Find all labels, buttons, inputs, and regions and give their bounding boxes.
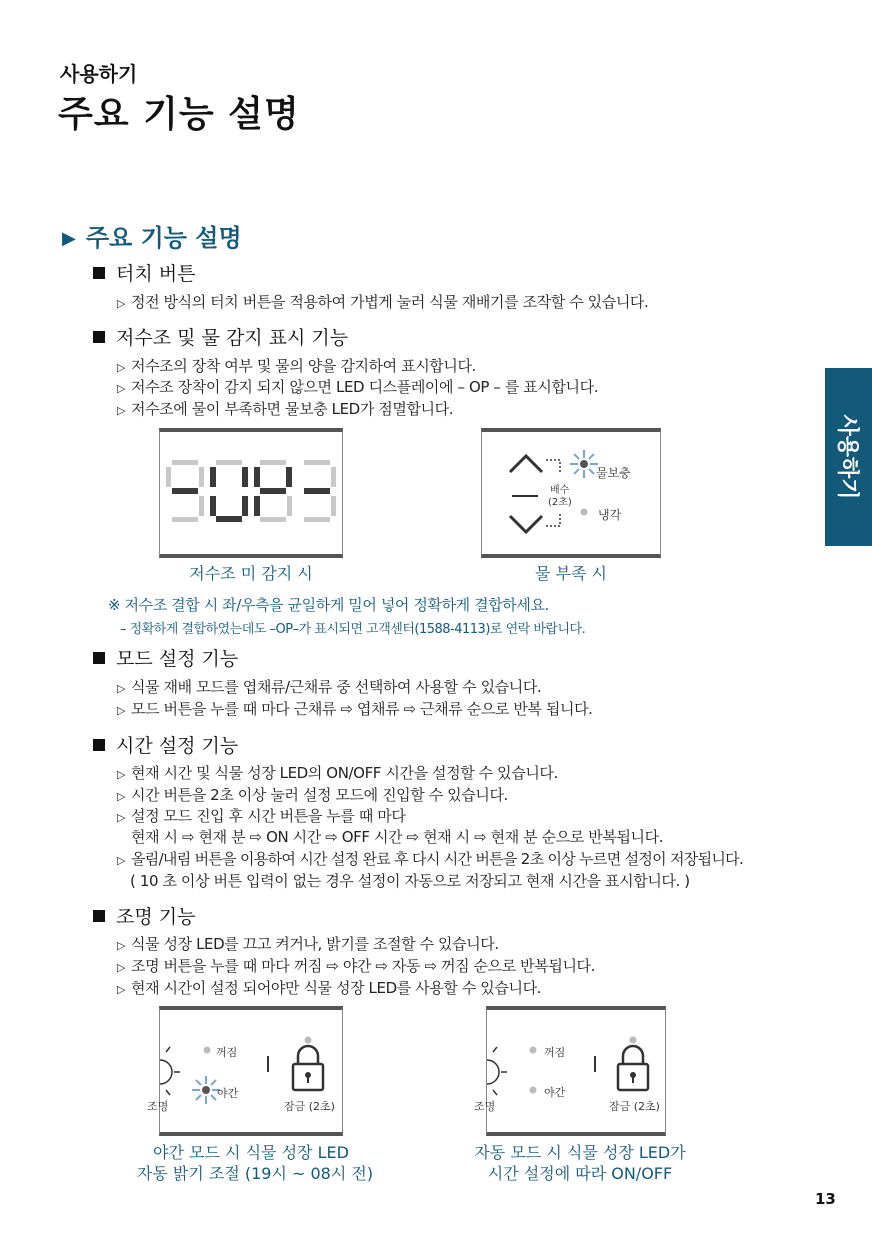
list-item-text: 저수조의 장착 여부 및 물의 양을 감지하여 표시합니다.	[131, 357, 476, 375]
section-title-text: 모드 설정 기능	[116, 648, 239, 670]
arrow-icon: ▷	[117, 961, 126, 974]
figure-caption-night-2: 자동 밝기 조절 (19시 ~ 08시 전)	[136, 1164, 374, 1183]
triangle-icon: ▶	[62, 228, 76, 249]
section-title-touch	[93, 259, 195, 286]
list-item-text: 식물 재배 모드를 엽채류/근채류 중 선택하여 사용할 수 있습니다.	[131, 678, 542, 696]
drain-sub-label: (2초)	[548, 497, 572, 508]
list-item	[117, 848, 743, 869]
list-item-text: 시간 버튼을 2초 이상 눌러 설정 모드에 진입할 수 있습니다.	[131, 786, 508, 804]
square-bullet-icon	[93, 910, 105, 922]
figure-caption-auto-1: 자동 모드 시 식물 성장 LED가	[474, 1143, 686, 1162]
list-item-text: 올림/내림 버튼을 이용하여 시간 설정 완료 후 다시 시간 버튼을 2초 이상 누르면 설정이 저장됩니다.	[131, 850, 744, 868]
night-label: 야간	[217, 1087, 239, 1100]
drain-label: 배수	[550, 485, 570, 496]
arrow-icon: ▷	[117, 297, 126, 310]
square-bullet-icon	[93, 739, 105, 751]
arrow-icon: ▷	[117, 854, 125, 867]
list-item	[117, 376, 598, 397]
op-display-panel	[159, 428, 343, 558]
lock-icon	[293, 1046, 323, 1090]
night-mode-panel	[147, 1006, 343, 1136]
note-sub: – 정확하게 결합하였는데도 –OP–가 표시되면 고객센터(1588-4113)로 연락 바랍니다.	[120, 622, 586, 637]
arrow-icon: ▷	[117, 361, 126, 374]
list-item	[117, 762, 558, 783]
side-tab-label: 사용하기	[834, 414, 859, 500]
light-label: 조명	[147, 1100, 169, 1113]
main-heading-text: 주요 기능 설명	[85, 224, 242, 252]
note-main: ※ 저수조 결합 시 좌/우측을 균일하게 밀어 넣어 정확하게 결합하세요.	[108, 596, 549, 614]
page-title: 주요 기능 설명	[58, 94, 300, 135]
section-label: 사용하기	[60, 62, 138, 86]
arrow-icon: ▷	[117, 811, 126, 824]
list-item	[117, 355, 476, 376]
off-label: 꺼짐	[216, 1046, 238, 1059]
list-item	[117, 977, 541, 998]
section-title-text: 시간 설정 기능	[116, 735, 239, 757]
auto-mode-panel	[474, 1006, 666, 1136]
square-bullet-icon	[93, 267, 105, 279]
refill-label: 물보충	[596, 466, 631, 480]
list-item-text: 조명 버튼을 누를 때 마다 꺼짐 ⇨ 야간 ⇨ 자동 ⇨ 꺼짐 순으로 반복됩니다.	[131, 957, 596, 975]
list-item	[117, 955, 595, 976]
list-item-text: 저수조 장착이 감지 되지 않으면 LED 디스플레이에 – OP – 를 표시합니다.	[131, 378, 599, 396]
list-item	[117, 291, 648, 312]
list-item-text: 저수조에 물이 부족하면 물보충 LED가 점멸합니다.	[131, 400, 454, 418]
list-item-continued: ( 10 초 이상 버튼 입력이 없는 경우 설정이 자동으로 저장되고 현재 시간을 표시합니다. )	[130, 872, 690, 890]
list-item	[117, 805, 405, 826]
cool-label: 냉각	[598, 508, 622, 522]
lock-label: 잠금 (2초)	[609, 1100, 660, 1113]
list-item-text: 현재 시간이 설정 되어야만 식물 성장 LED를 사용할 수 있습니다.	[131, 979, 542, 997]
figure-caption-auto-2: 시간 설정에 따라 ON/OFF	[487, 1164, 673, 1183]
seven-segment-op-display	[160, 432, 342, 554]
arrow-icon: ▷	[117, 790, 126, 803]
arrow-icon: ▷	[117, 983, 126, 996]
list-item	[117, 784, 508, 805]
section-title-time	[93, 731, 238, 758]
off-label: 꺼짐	[544, 1046, 566, 1059]
section-title-text: 터치 버튼	[116, 263, 196, 285]
figure-caption-no-tank: 저수조 미 감지 시	[189, 564, 313, 583]
list-item	[117, 398, 453, 419]
arrow-icon: ▷	[117, 704, 126, 717]
list-item	[117, 698, 593, 719]
low-water-panel	[481, 428, 661, 558]
arrow-icon: ▷	[117, 404, 126, 417]
list-item-text: 정전 방식의 터치 버튼을 적용하여 가볍게 눌러 식물 재배기를 조작할 수 있습니다.	[131, 293, 649, 311]
arrow-icon: ▷	[117, 382, 126, 395]
square-bullet-icon	[93, 652, 105, 664]
list-item-text: 식물 성장 LED를 끄고 켜거나, 밝기를 조절할 수 있습니다.	[131, 935, 499, 953]
section-title-mode	[93, 644, 238, 671]
section-title-light	[93, 902, 195, 929]
arrow-icon: ▷	[117, 768, 126, 781]
list-item	[117, 676, 541, 697]
light-label: 조명	[474, 1100, 496, 1113]
list-item-text: 설정 모드 진입 후 시간 버튼을 누를 때 마다	[131, 807, 406, 825]
lock-label: 잠금 (2초)	[284, 1100, 335, 1113]
figure-caption-night-1: 야간 모드 시 식물 성장 LED	[153, 1143, 349, 1162]
square-bullet-icon	[93, 331, 105, 343]
list-item	[117, 933, 499, 954]
section-title-text: 저수조 및 물 감지 표시 기능	[116, 327, 349, 349]
list-item-text: 모드 버튼을 누를 때 마다 근채류 ⇨ 엽채류 ⇨ 근채류 순으로 반복 됩니다.	[131, 700, 593, 718]
side-tab	[825, 368, 872, 546]
section-title-text: 조명 기능	[116, 906, 196, 928]
arrow-icon: ▷	[117, 682, 126, 695]
list-item-continued: 현재 시 ⇨ 현재 분 ⇨ ON 시간 ⇨ OFF 시간 ⇨ 현재 시 ⇨ 현재 분 순으로 반복됩니다.	[131, 828, 664, 846]
night-label: 야간	[544, 1086, 566, 1099]
lock-icon	[618, 1046, 648, 1090]
page-number: 13	[815, 1190, 836, 1208]
figure-caption-low-water: 물 부족 시	[535, 564, 607, 583]
list-item-text: 현재 시간 및 식물 성장 LED의 ON/OFF 시간을 설정할 수 있습니다.	[131, 764, 558, 782]
main-heading	[62, 218, 242, 253]
section-title-tank	[93, 323, 348, 350]
arrow-icon: ▷	[117, 939, 126, 952]
